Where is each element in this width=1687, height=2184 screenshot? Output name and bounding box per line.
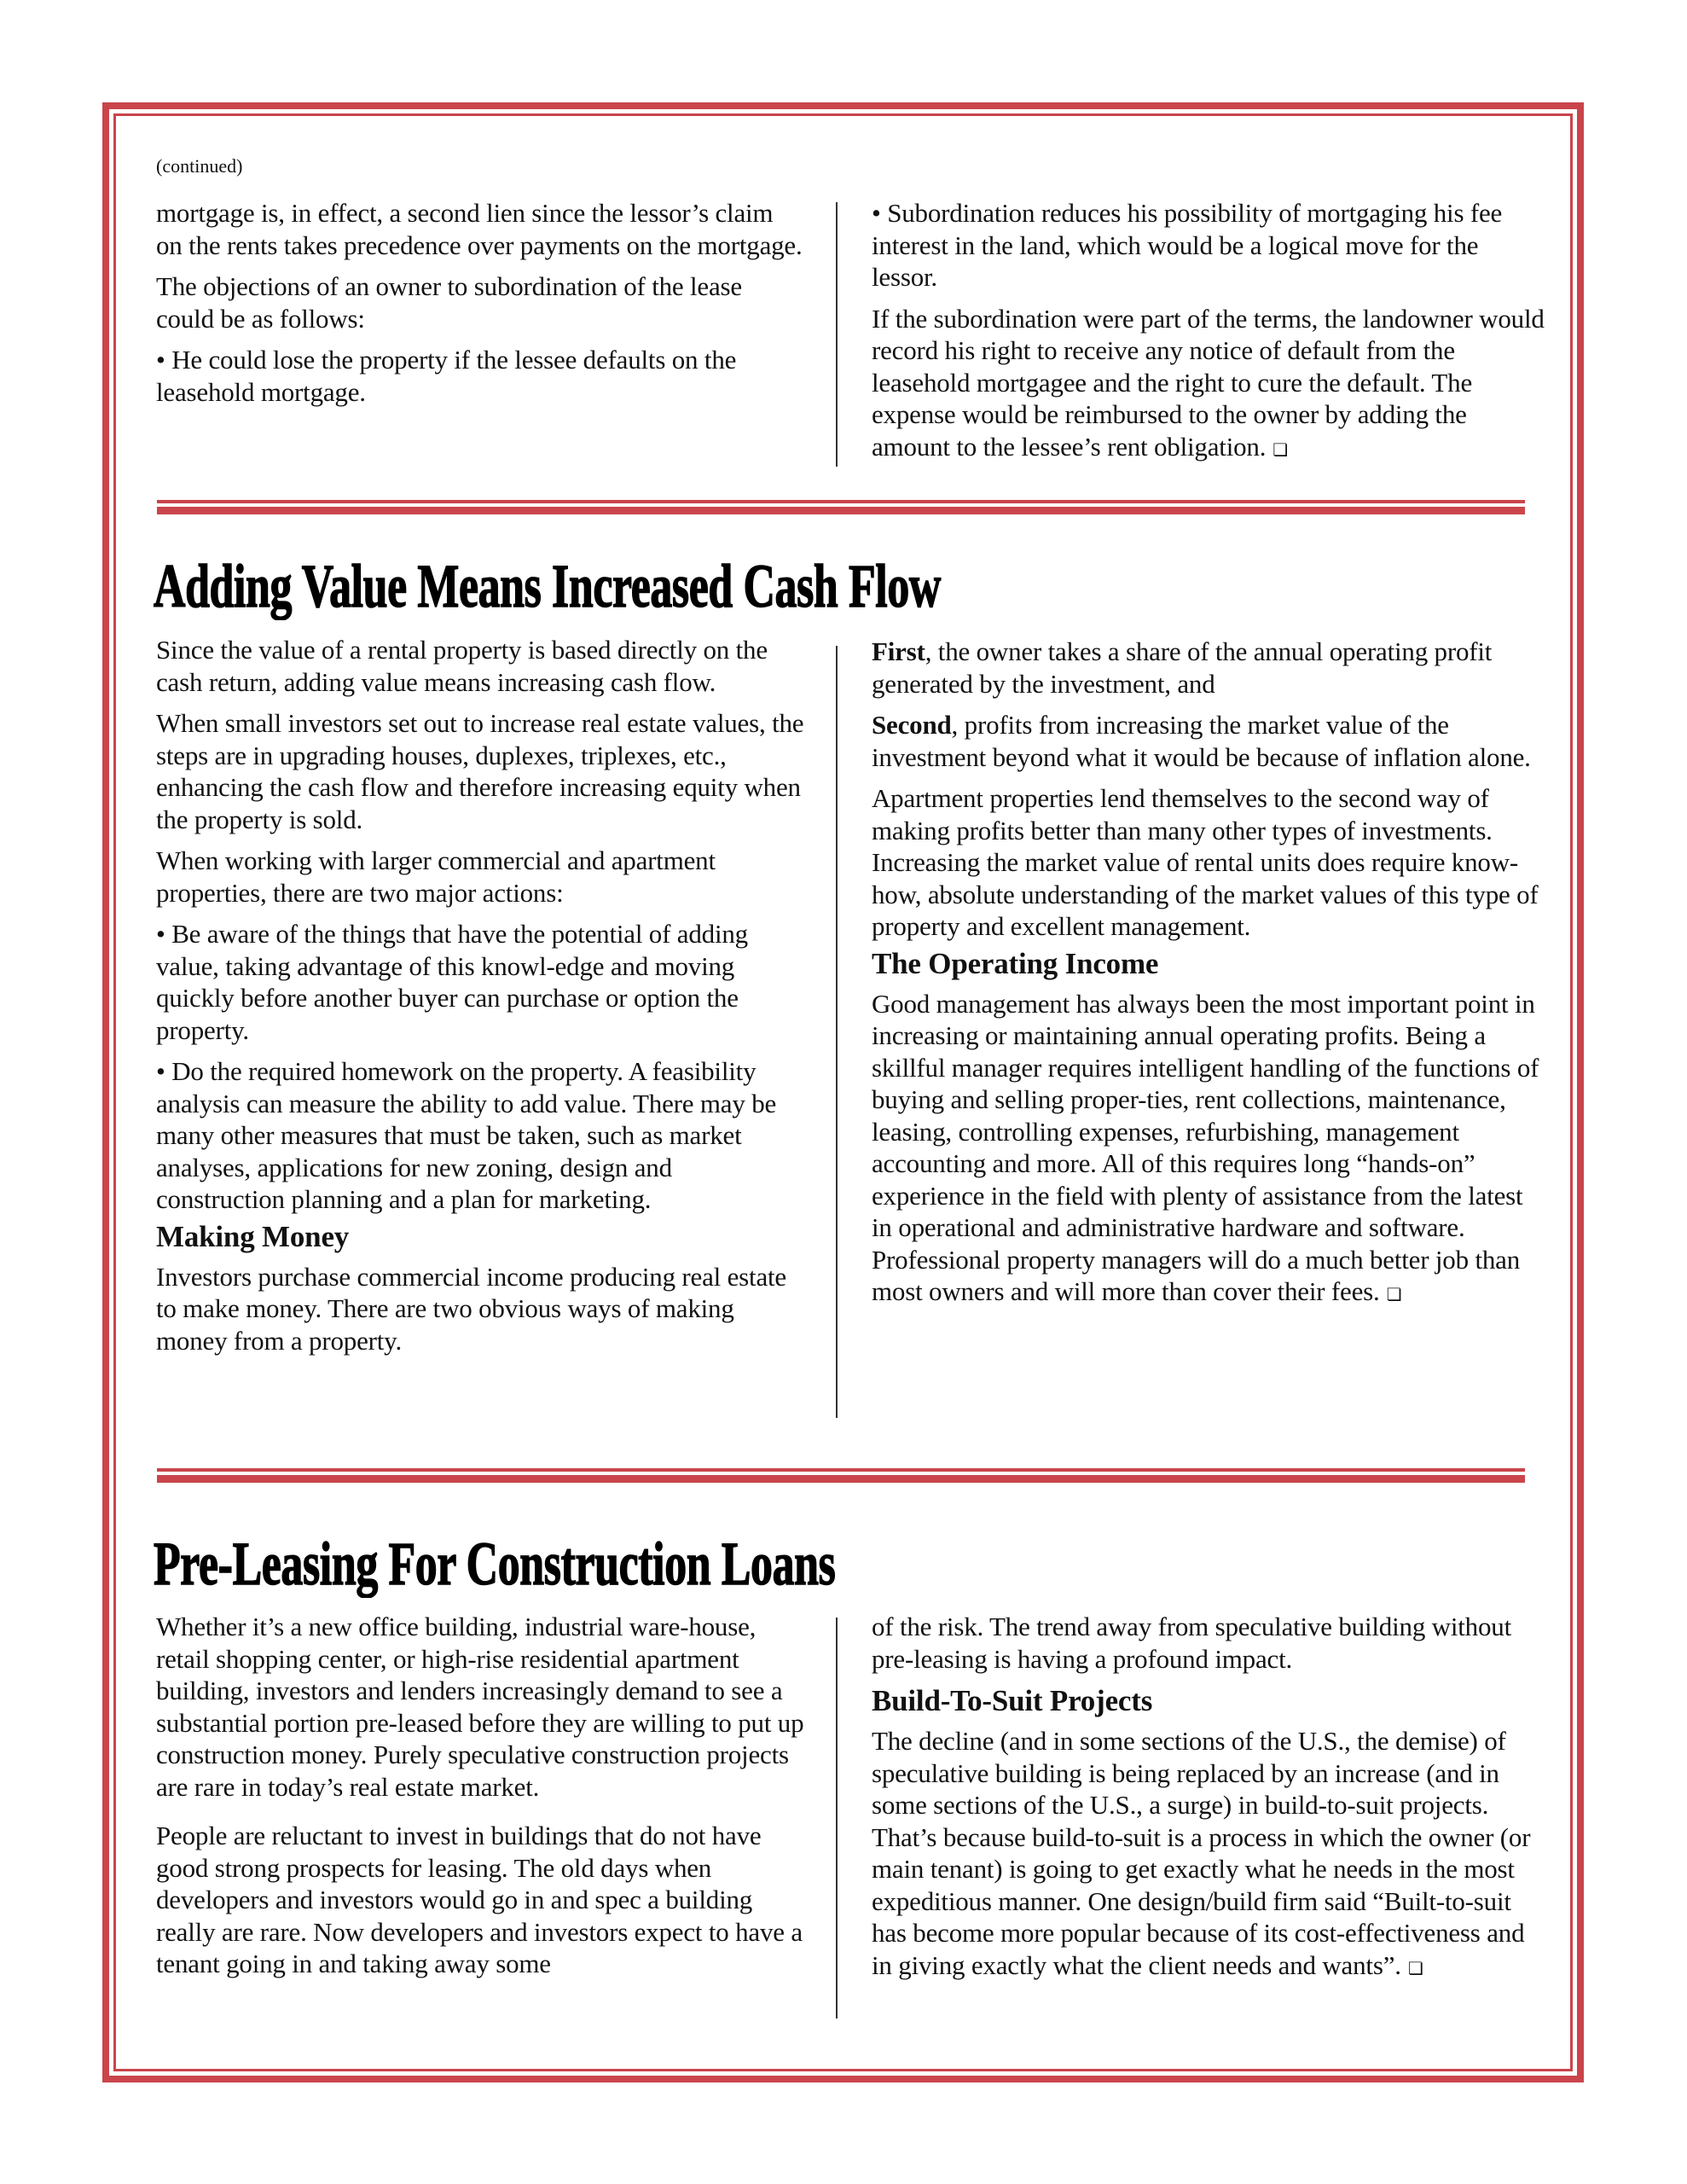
section-divider [157, 500, 1525, 515]
article-headline: Adding Value Means Increased Cash Flow [154, 552, 941, 620]
paragraph: Since the value of a rental property is based directly on the cash return, adding value means increasing cash flow. [156, 635, 768, 697]
subheading: Build-To-Suit Projects [872, 1684, 1153, 1717]
paragraph: Investors purchase commercial income producing real estate to make money. There are two obvious ways of making money from a property. [156, 1261, 786, 1356]
continued-label: (continued) [156, 155, 243, 177]
paragraph [872, 988, 1545, 1311]
section1-left-column [156, 197, 804, 417]
section2-right-column [872, 636, 1545, 1321]
divider-thin-line [157, 1468, 1525, 1472]
section1-right-column [872, 197, 1545, 475]
column-divider [836, 1618, 838, 2018]
paragraph-text: , profits from increasing the market value of the investment beyond what it would be because of inflation alone. [872, 710, 1531, 772]
divider-thin-line [157, 500, 1525, 503]
paragraph: mortgage is, in effect, a second lien since the lessor’s claim on the rents takes precedence over payments on the mortgage. [156, 198, 803, 260]
subheading: The Operating Income [872, 946, 1159, 980]
paragraph: When working with larger commercial and apartment properties, there are two major actions: [156, 845, 716, 908]
end-of-article-icon: ❏ [1272, 439, 1289, 460]
column-divider [836, 202, 838, 467]
paragraph [872, 1725, 1545, 1984]
bullet-item: • Subordination reduces his possibility of mortgaging his fee interest in the land, which would be a logical move for the lessor. [872, 198, 1503, 292]
section3-right-column [872, 1611, 1545, 1994]
subheading: Making Money [156, 1219, 350, 1253]
paragraph: of the risk. The trend away from speculative building without pre-leasing is having a profound impact. [872, 1612, 1511, 1674]
end-of-article-icon: ❏ [1386, 1284, 1402, 1304]
section-divider [157, 1468, 1525, 1484]
bold-label: Second [872, 710, 952, 740]
section2-left-column [156, 634, 804, 1366]
column-divider [836, 646, 838, 1418]
paragraph: The objections of an owner to subordination of the lease could be as follows: [156, 271, 742, 334]
paragraph [872, 709, 1545, 773]
bold-label: First [872, 636, 925, 666]
paragraph: When small investors set out to increase real estate values, the steps are in upgrading houses, duplexes, triplexes, etc., enhancing the cash flow and therefore increasing equity when the property is sold. [156, 708, 804, 834]
paragraph: Whether it’s a new office building, industrial ware-house, retail shopping center, or high-rise residential apartment building, investors and lenders increasingly demand to see a substantial portion pre-leased before they are willing to put up construction money. Purely speculative construction projects are rare in today’s real estate market. [156, 1612, 804, 1802]
divider-thick-line [157, 1475, 1525, 1483]
paragraph: People are reluctant to invest in buildings that do not have good strong prospects for leasing. The old days when developers and investors would go in and spec a building really are rare. Now developers and investors expect to have a tenant going in and taking away some [156, 1821, 803, 1978]
article-headline: Pre-Leasing For Construction Loans [154, 1530, 836, 1598]
end-of-article-icon: ❏ [1407, 1957, 1423, 1978]
paragraph [872, 636, 1545, 700]
paragraph: Apartment properties lend themselves to the second way of making profits better than many other types of investments. Increasing the market value of rental units does require know-how, absolute understanding of the market values of this type of property and excellent management. [872, 783, 1539, 941]
bullet-item: • Do the required homework on the property. A feasibility analysis can measure the ability to add value. There may be many other measures that must be taken, such as market analyses, applications for new zoning, design and construction planning and a plan for marketing. [156, 1056, 777, 1214]
paragraph-text: The decline (and in some sections of the U.S., the demise) of speculative building is being replaced by an increase (and in some sections of the U.S., a surge) in build-to-suit projects. That’s because build-to-suit is a process in which the owner (or main tenant) is going to get exactly what he needs in the most expeditious manner. One design/build firm said “Built-to-suit has become more popular because of its cost-effectiveness and in giving exactly what the client needs and wants”. [872, 1726, 1531, 1980]
bullet-item: • Be aware of the things that have the potential of adding value, taking advantage of this knowl-edge and moving quickly before another buyer can purchase or option the property. [156, 919, 748, 1045]
paragraph-text: , the owner takes a share of the annual operating profit generated by the investment, and [872, 636, 1493, 699]
section3-left-column [156, 1611, 804, 1989]
paragraph [872, 303, 1545, 467]
divider-thick-line [157, 507, 1525, 514]
paragraph-text: Good management has always been the most important point in increasing or maintaining annual operating profits. Being a skillful manager requires intelligent handling of the functions of buying and selling proper-ties, rent collections, maintenance, leasing, controlling expenses, refurbishing, management accounting and more. All of this requires long “hands-on” experience in the field with plenty of assistance from the latest in operational and administrative hardware and software. Professional property managers will do a much better job than most owners and will more than cover their fees. [872, 988, 1539, 1306]
paragraph-text: If the subordination were part of the terms, the landowner would record his right to receive any notice of default from the leasehold mortgagee and the right to cure the default. The expense would be reimbursed to the owner by adding the amount to the lessee’s rent obligation. [872, 303, 1545, 462]
bullet-item: • He could lose the property if the lessee defaults on the leasehold mortgage. [156, 345, 737, 407]
